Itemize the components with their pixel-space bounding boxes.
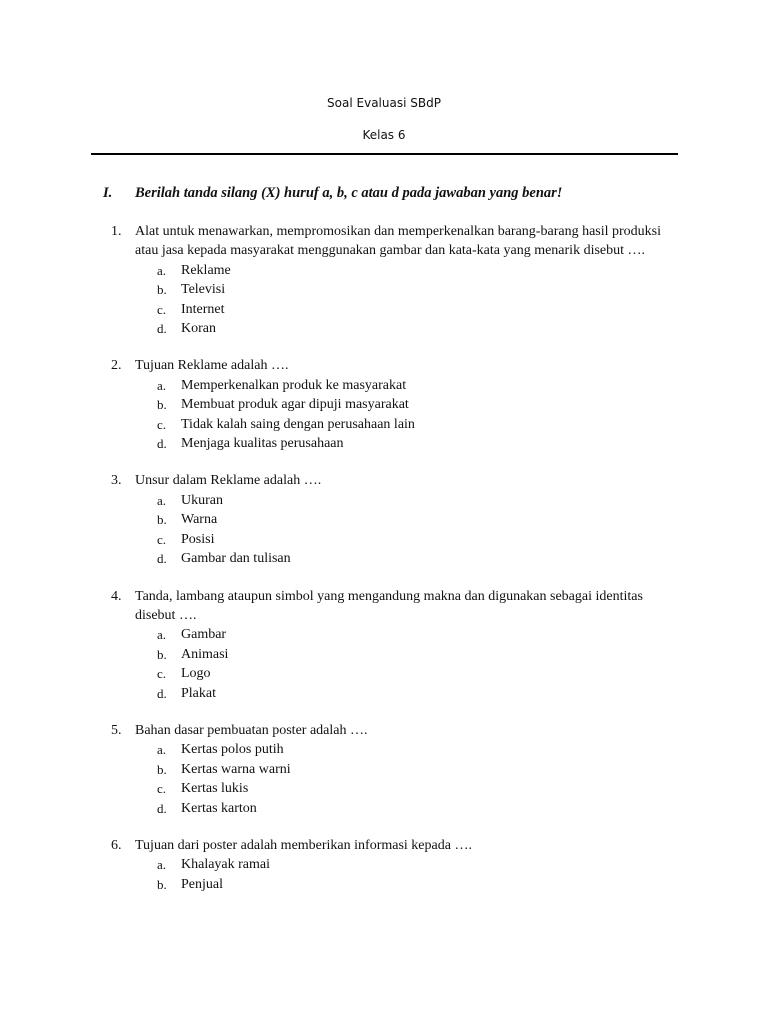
option-text: Kertas lukis <box>181 781 249 797</box>
answer-option <box>135 376 680 395</box>
option-letter: a. <box>157 742 167 758</box>
option-text: Televisi <box>181 282 226 298</box>
header-divider <box>91 153 678 155</box>
answer-option <box>135 740 680 759</box>
answer-option <box>135 549 680 568</box>
option-letter: c. <box>157 531 167 547</box>
option-text: Khalayak ramai <box>181 857 271 873</box>
option-letter: a. <box>157 627 167 643</box>
option-letter: b. <box>157 397 167 413</box>
question-text: Unsur dalam Reklame adalah …. <box>135 473 322 489</box>
option-letter: d. <box>157 800 167 816</box>
answer-option <box>135 300 680 319</box>
option-text: Memperkenalkan produk ke masyarakat <box>181 377 407 393</box>
answer-option <box>135 645 680 664</box>
answer-option <box>135 280 680 299</box>
question-text: Bahan dasar pembuatan poster adalah …. <box>135 722 368 738</box>
answer-option <box>135 779 680 798</box>
section-heading <box>103 183 703 203</box>
answer-option <box>135 855 680 874</box>
question-number: 4. <box>111 588 122 604</box>
question-item <box>0 471 680 568</box>
option-text: Logo <box>181 666 211 682</box>
question-number: 3. <box>111 473 122 489</box>
answer-option <box>135 415 680 434</box>
document-subtitle: Kelas 6 <box>362 128 406 142</box>
answer-option <box>135 261 680 280</box>
question-text: Alat untuk menawarkan, mempromosikan dan memperkenalkan barang-barang hasil produksi atau jasa kepada masyarakat menggunakan gambar dan kata-kata yang menarik disebut …. <box>135 224 662 259</box>
option-text: Tidak kalah saing dengan perusahaan lain <box>181 416 415 432</box>
option-letter: b. <box>157 282 167 298</box>
question-item <box>0 721 680 818</box>
option-letter: a. <box>157 492 167 508</box>
question-item <box>0 587 680 703</box>
option-letter: c. <box>157 416 167 432</box>
option-text: Posisi <box>181 531 215 547</box>
option-text: Warna <box>181 512 218 528</box>
question-number: 2. <box>111 358 122 374</box>
answer-option <box>135 760 680 779</box>
option-letter: d. <box>157 685 167 701</box>
option-text: Internet <box>181 301 225 317</box>
option-letter: a. <box>157 377 167 393</box>
option-letter: d. <box>157 321 167 337</box>
option-text: Gambar dan tulisan <box>181 551 291 567</box>
option-text: Reklame <box>181 262 231 278</box>
answer-option <box>135 684 680 703</box>
question-text: Tujuan dari poster adalah memberikan informasi kepada …. <box>135 837 472 853</box>
question-list <box>0 222 768 912</box>
answer-option <box>135 491 680 510</box>
question-text: Tanda, lambang ataupun simbol yang mengandung makna dan digunakan sebagai identitas disebut …. <box>135 588 643 623</box>
option-letter: b. <box>157 646 167 662</box>
question-number: 5. <box>111 722 122 738</box>
answer-option <box>135 434 680 453</box>
section-number: I. <box>103 185 113 201</box>
option-text: Membuat produk agar dipuji masyarakat <box>181 397 409 413</box>
option-letter: b. <box>157 876 167 892</box>
option-letter: c. <box>157 781 167 797</box>
option-letter: d. <box>157 436 167 452</box>
question-text: Tujuan Reklame adalah …. <box>135 358 289 374</box>
option-text: Penjual <box>181 876 223 892</box>
question-item <box>0 836 680 894</box>
section-instruction: Berilah tanda silang (X) huruf a, b, c atau d pada jawaban yang benar! <box>135 185 563 201</box>
option-text: Kertas karton <box>181 800 257 816</box>
option-letter: d. <box>157 551 167 567</box>
option-text: Koran <box>181 321 216 337</box>
answer-option <box>135 799 680 818</box>
option-letter: b. <box>157 512 167 528</box>
option-text: Ukuran <box>181 492 223 508</box>
question-item <box>0 222 680 338</box>
option-letter: b. <box>157 761 167 777</box>
answer-option <box>135 319 680 338</box>
option-letter: a. <box>157 857 167 873</box>
option-text: Gambar <box>181 627 227 643</box>
option-text: Kertas warna warni <box>181 761 291 777</box>
option-letter: c. <box>157 666 167 682</box>
answer-option <box>135 510 680 529</box>
option-letter: c. <box>157 301 167 317</box>
option-text: Kertas polos putih <box>181 742 284 758</box>
question-number: 6. <box>111 837 122 853</box>
option-text: Menjaga kualitas perusahaan <box>181 436 344 452</box>
question-number: 1. <box>111 224 122 239</box>
answer-option <box>135 875 680 894</box>
answer-option <box>135 664 680 683</box>
option-letter: a. <box>157 262 167 278</box>
answer-option <box>135 530 680 549</box>
option-text: Plakat <box>181 685 216 701</box>
document-title: Soal Evaluasi SBdP <box>327 96 441 110</box>
option-text: Animasi <box>181 646 229 662</box>
answer-option <box>135 395 680 414</box>
question-item <box>0 356 680 453</box>
answer-option <box>135 625 680 644</box>
